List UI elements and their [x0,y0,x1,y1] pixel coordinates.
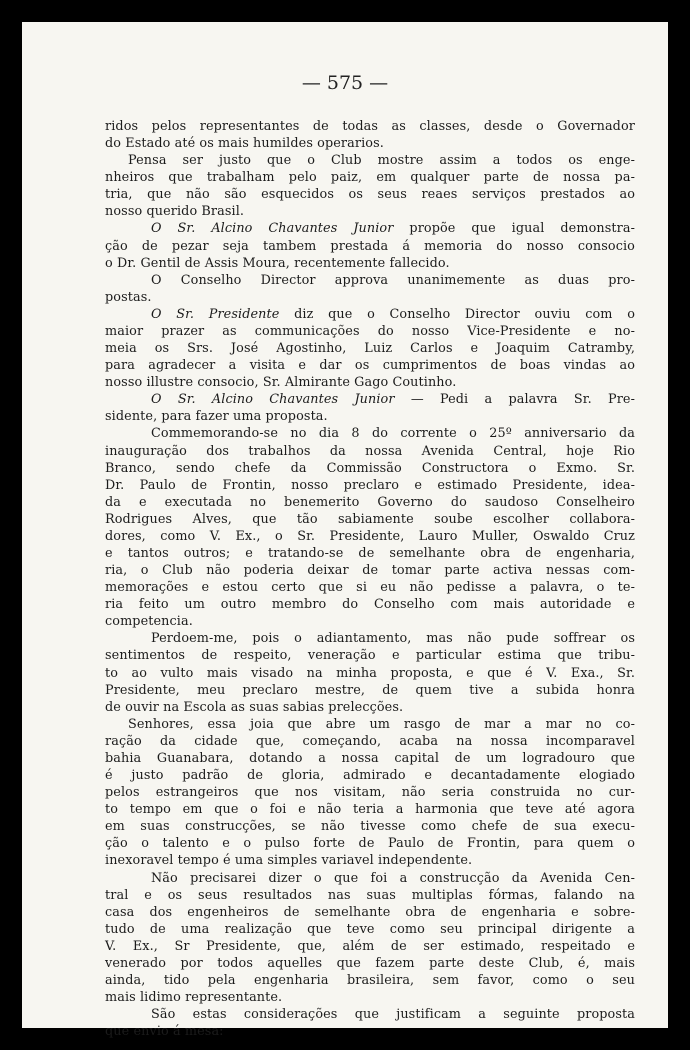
line-text: nosso querido Brasil. [105,204,245,220]
line-text: do Estado até os mais humildes operarios. [105,136,384,152]
line-text: diz que o Conselho Director ouviu com o [279,306,635,322]
line-text: Senhores, essa joia que abre um rasgo de mar a mar no co- [128,716,635,732]
text-line [105,852,635,869]
line-text: postas. [105,289,152,305]
text-line [105,357,635,374]
text-line [105,203,635,220]
line-text: Não precisarei dizer o que foi a construcção da Avenida Cen- [151,870,635,886]
line-text: sidente, para fazer uma proposta. [105,409,328,425]
text-line [105,955,635,972]
text-line [105,340,635,357]
text-line [105,921,635,938]
line-text: Presidente, meu preclaro mestre, de quem tive a subida honra [105,682,635,698]
text-line [105,169,635,186]
line-text: nosso illustre consocio, Sr. Almirante Gago Coutinho. [105,375,457,391]
line-text: ção de pezar seja tambem prestada á memoria do nosso consocio [105,238,635,254]
line-text: O Conselho Director approva unanimemente as duas pro- [151,272,635,288]
text-line [105,784,635,801]
text-line [105,460,635,477]
text-line [105,835,635,852]
text-line [105,613,635,630]
text-line [105,443,635,460]
speaker-name: O Sr. Alcino Chavantes Junior [151,221,394,237]
text-line [105,494,635,511]
text-line [105,596,635,613]
line-text: Rodrigues Alves, que tão sabiamente soube escolher collabora- [105,511,635,527]
text-line [105,904,635,921]
document-body [22,22,668,1040]
line-text: to tempo em que o foi e não teria a harmonia que teve até agora [105,802,635,818]
text-line [105,186,635,203]
line-text: casa dos engenheiros de semelhante obra de engenharia e sobre- [105,904,635,920]
text-line [105,408,635,425]
line-text: ria, o Club não poderia deixar de tomar parte activa nessas com- [105,563,635,579]
line-text: ridos pelos representantes de todas as classes, desde o Governador [105,119,635,134]
text-line [105,647,635,664]
text-line [151,1006,635,1023]
text-line [105,579,635,596]
line-text: tral e os seus resultados nas suas multiplas fórmas, falando na [105,887,635,903]
line-text: V. Ex., Sr Presidente, que, além de ser estimado, respeitado e [105,938,635,954]
text-line [105,528,635,545]
speaker-name: O Sr. Presidente [151,306,280,322]
line-text: que envio á mesa: [105,1024,224,1040]
text-line [128,716,635,733]
line-text: Perdoem-me, pois o adiantamento, mas não pude soffrear os [151,631,635,647]
text-line [105,818,635,835]
line-text: São estas considerações que justificam a seguinte proposta [151,1007,635,1023]
line-text: to ao vulto mais visado na minha proposta, e que é V. Exa., Sr. [105,665,635,681]
text-line [105,665,635,682]
text-line [105,989,635,1006]
text-line [105,511,635,528]
line-text: competencia. [105,614,193,630]
line-text: Pensa ser justo que o Club mostre assim a todos os enge- [128,153,635,169]
line-text: sentimentos de respeito, veneração e particular estima que tribu- [105,648,635,664]
line-text: para agradecer a visita e dar os cumprimentos de boas vindas ao [105,358,635,374]
line-text: Commemorando-se no dia 8 do corrente o 25º anniversario da [151,426,635,442]
text-line [105,733,635,750]
text-line [151,272,635,289]
text-line [151,630,635,647]
text-line [151,306,635,323]
line-text: é justo padrão de gloria, admirado e decantadamente elogiado [105,768,635,784]
text-line [105,767,635,784]
line-text: Dr. Paulo de Frontin, nosso preclaro e estimado Presidente, idea- [105,477,635,493]
text-line [128,152,635,169]
line-text: ração da cidade que, começando, acaba na nossa incomparavel [105,733,635,749]
line-text: o Dr. Gentil de Assis Moura, recentemente fallecido. [105,255,450,271]
text-line [105,801,635,818]
line-text: propõe que igual demonstra- [393,221,636,237]
page-number: — 575 — [301,72,389,94]
text-line [151,870,635,887]
line-text: mais lidimo representante. [105,990,283,1006]
text-line [105,562,635,579]
line-text: em suas construcções, se não tivesse como chefe de sua execu- [105,819,635,835]
line-text: ria feito um outro membro do Conselho com mais autoridade e [105,597,635,613]
text-line [105,289,635,306]
line-text: memorações e estou certo que si eu não pedisse a palavra, o te- [105,580,635,596]
line-text: maior prazer as communicações do nosso Vice-Presidente e no- [105,323,635,339]
line-text: venerado por todos aquelles que fazem parte deste Club, é, mais [105,955,635,971]
line-text: dores, como V. Ex., o Sr. Presidente, Lauro Muller, Oswaldo Cruz [105,528,635,544]
line-text: tudo de uma realização que teve como seu principal dirigente a [105,921,635,937]
text-line [105,699,635,716]
text-line [105,938,635,955]
line-text: meia os Srs. José Agostinho, Luiz Carlos e Joaquim Catramby, [105,341,635,357]
text-line [105,682,635,699]
text-line [105,545,635,562]
line-text: ainda, tido pela engenharia brasileira, sem favor, como o seu [105,973,635,988]
line-text: inexoravel tempo é uma simples variavel independente. [105,853,473,869]
line-text: — Pedi a palavra Sr. Pre- [394,392,636,408]
line-text: de ouvir na Escola as suas sabias prelecções. [105,699,404,715]
line-text: e tantos outros; e tratando-se de semelhante obra de engenharia, [105,546,635,561]
line-text: bahia Guanabara, dotando a nossa capital de um logradouro que [105,750,635,766]
text-line [105,1023,635,1040]
text-line [151,391,635,408]
speaker-name: O Sr. Alcino Chavantes Junior [151,392,395,408]
text-line [105,887,635,904]
text-line [105,374,635,391]
text-line [105,118,635,135]
line-text: inauguração dos trabalhos da nossa Avenida Central, hoje Rio [105,443,635,459]
document-page [22,22,668,1040]
text-line [105,972,635,989]
text-line [105,255,635,272]
text-line [151,425,635,442]
line-text: ção o talento e o pulso forte de Paulo de Frontin, para quem o [105,836,635,852]
text-line [105,477,635,494]
line-text: Branco, sendo chefe da Commissão Constructora o Exmo. Sr. [105,460,635,476]
text-line [151,220,635,237]
text-line [105,135,635,152]
line-text: pelos estrangeiros que nos visitam, não seria construida no cur- [105,785,635,801]
line-text: nheiros que trabalham pelo paiz, em qualquer parte de nossa pa- [105,170,635,186]
text-line [105,323,635,340]
text-line [105,750,635,767]
line-text: tria, que não são esquecidos os seus reaes serviços prestados ao [105,187,635,203]
text-line [105,238,635,255]
line-text: da e executada no benemerito Governo do saudoso Conselheiro [105,494,635,510]
